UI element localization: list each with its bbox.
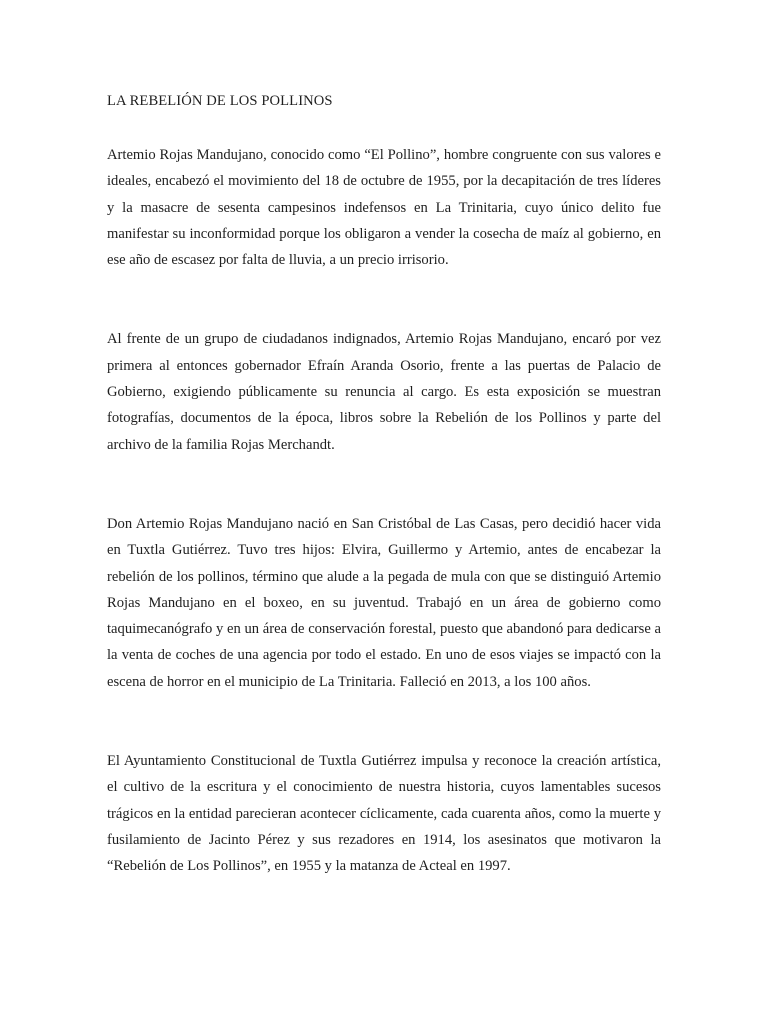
paragraph-confrontation: Al frente de un grupo de ciudadanos indignados, Artemio Rojas Mandujano, encaró por vez primera al entonces gobernador Efraín Aranda Osorio, frente a las puertas de Palacio de Gobierno, exigiendo públicamente su renuncia al cargo. Es esta exposición se muestran fotografías, documentos de la época, libros sobre la Rebelión de los Pollinos y parte del archivo de la familia Rojas Merchandt. <box>107 331 661 453</box>
document-body <box>107 90 661 880</box>
paragraph-ayuntamiento: El Ayuntamiento Constitucional de Tuxtla Gutiérrez impulsa y reconoce la creación artística, el cultivo de la escritura y el conocimiento de nuestra historia, cuyos lamentables sucesos trágicos en la entidad parecieran acontecer cíclicamente, cada cuarenta años, como la muerte y fusilamiento de Jacinto Pérez y sus rezadores en 1914, los asesinatos que motivaron la “Rebelión de Los Pollinos”, en 1955 y la matanza de Acteal en 1997. <box>107 753 661 875</box>
paragraph-artemio-intro: Artemio Rojas Mandujano, conocido como “El Pollino”, hombre congruente con sus valores e ideales, encabezó el movimiento del 18 de octubre de 1955, por la decapitación de tres líderes y la masacre de sesenta campesinos indefensos en La Trinitaria, cuyo único delito fue manifestar su inconformidad porque los obligaron a vender la cosecha de maíz al gobierno, en ese año de escasez por falta de lluvia, a un precio irrisorio. <box>107 147 661 269</box>
document-title: LA REBELIÓN DE LOS POLLINOS <box>107 93 333 109</box>
paragraph-biography: Don Artemio Rojas Mandujano nació en San Cristóbal de Las Casas, pero decidió hacer vida en Tuxtla Gutiérrez. Tuvo tres hijos: Elvira, Guillermo y Artemio, antes de encabezar la rebelión de los pollinos, término que alude a la pegada de mula con que se distinguió Artemio Rojas Mandujano en el boxeo, en su juventud. Trabajó en un área de gobierno como taquimecanógrafo y en un área de conservación forestal, puesto que abandonó para dedicarse a la venta de coches de una agencia por todo el estado. En uno de esos viajes se impactó con la escena de horror en el municipio de La Trinitaria. Falleció en 2013, a los 100 años. <box>107 515 661 690</box>
